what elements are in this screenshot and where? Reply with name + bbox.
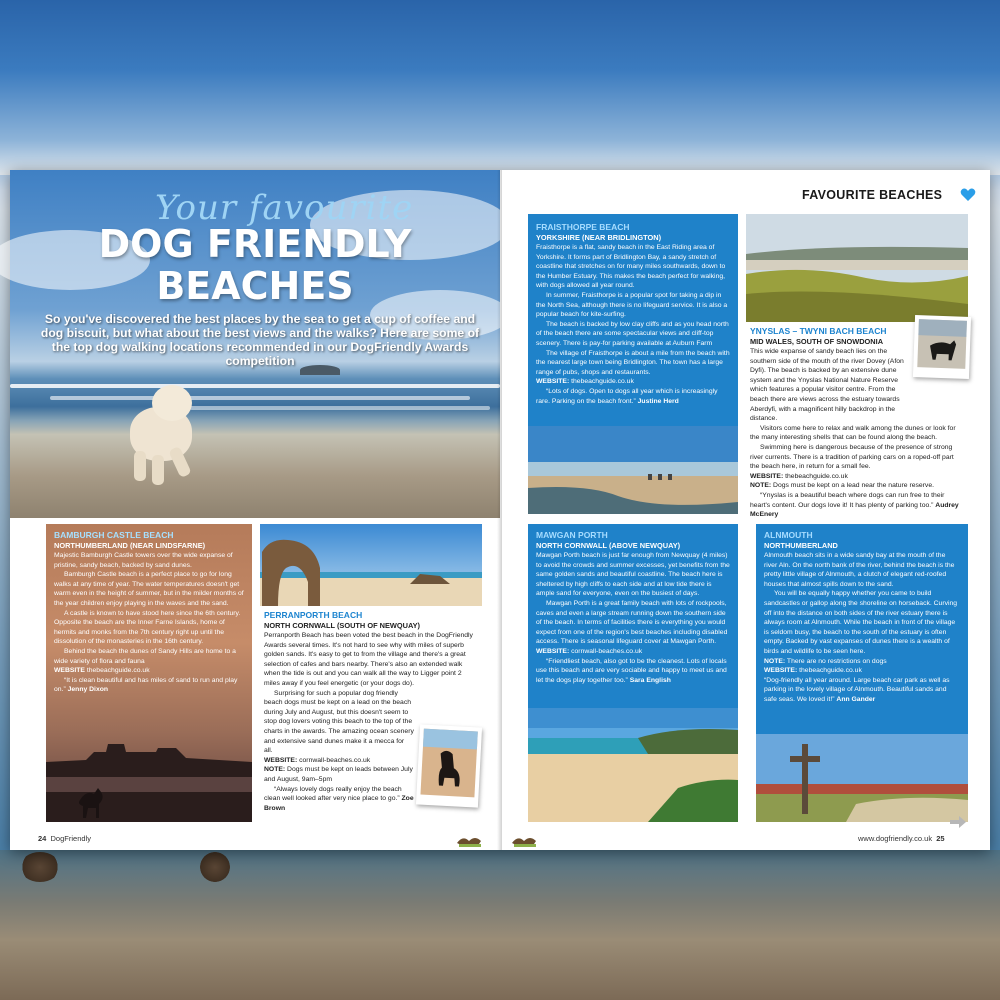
- article-title: BAMBURGH CASTLE BEACH: [54, 530, 174, 540]
- black-dog-on-beach-image: [420, 729, 477, 798]
- alnmouth-cross-image: [756, 734, 968, 822]
- article-body: This wide expanse of sandy beach lies on the southern side of the mouth of the river Dovey (Afon Dyfi). The beach is backed by an extensive dune system and the Ynyslas National Nature Reserve which features a popular visitor centre. From the beach there are views across the estuary towards Aberdyfi, with a magnificent hilly backdrop in the distance. Visitors come here to relax and walk among the dunes or look for the many interesting shells that can be found along the beach. Swimming here is dangerous because of the presence of strong river currents. There is a tradition of parking cars on a roped-off part the beach here, in return for a small fee. WEBSITE: thebeachguide.co.uk NOTE: Dogs must be kept on a lead near the nature reserve. “Ynyslas is a beautiful beach where dogs can run free to their heart's content. Our dogs love it! It has plenty of parking too.” Audrey McEnery: [750, 348, 959, 519]
- article-body: Mawgan Porth beach is just far enough from Newquay (4 miles) to avoid the crowds and summer excesses, yet benefits from the same golden sands and beautiful coastline. The beach here is sheltered by high cliffs to each side and at low tide there is ample sand for everyone, even on the busiest of days. Mawgan Porth is a great family beach with lots of rockpools, caves and even a large stream running down the southern side of the beach. In terms of facilities there is everything you would expect from one of the region's best beaches including disabled access. There is seasonal lifeguard cover at Mawgan Porth. WEBSITE: cornwall-beaches.co.uk “Friendliest beach, also got to be the cleanest. Lots of locals use this beach and are very sociable and happy to meet us and let the dogs play together too.” Sara English: [536, 552, 730, 684]
- background-splash: [200, 852, 230, 882]
- background-splash: [20, 852, 60, 882]
- right-page: [502, 170, 990, 850]
- left-page-number: 24: [38, 834, 47, 843]
- article-ynyslas: [746, 214, 968, 519]
- article-subtitle: NORTHUMBERLAND (NEAR LINDSFARNE): [54, 541, 206, 550]
- article-title: MAWGAN PORTH: [536, 530, 608, 540]
- polaroid-dog-photo: [416, 724, 482, 807]
- hero-photo: [10, 170, 500, 518]
- article-title: PERRANPORTH BEACH: [264, 610, 363, 620]
- article-body: Alnmouth beach sits in a wide sandy bay at the mouth of the river Aln. On the north bank of the river, behind the beach is the pretty little village of Alnmouth, a clutch of elegant red-roofed houses that almost spills down to the sand. You will be equally happy whether you came to build sandcastles or gallop along the shoreline on horseback. Curving off into the distance on both sides of the river estuary there is always room at Alnmouth. While the beach in front of the village is seldom busy, the beach to the south of the estuary is often empty. Backed by vast expanses of dunes there is a wealth of birds and wildlife to be seen here. NOTE: There are no restrictions on dogs WEBSITE: thebeachguide.co.uk “Dog-friendly all year around. Large beach car park as well as parking in the lovely village of Alnmouth. Beautiful sands and safe seas. We loved it!” Ann Gander: [764, 552, 958, 703]
- fraisthorpe-beach-image: [528, 426, 738, 514]
- dogfriendly-logo-icon: [510, 834, 540, 848]
- hero-intro: So you've discovered the best places by the sea to get a cup of coffee and dog biscuit, but what about the best views and the walks? Here are some of the top dog walking locations recommended in our DogFriendly Awards competition: [40, 312, 480, 368]
- article-body: Perranporth Beach has been voted the best beach in the DogFriendly Awards several times. It's not hard to see why with miles of superb golden sands. It's easy to get to from the village and there's a great selection of cafes and bars nearby. There's also an extended walk when the tide is out and you can walk all the way to Ligger point 2 miles away if you feel energetic (or your dogs do). Surprising for such a popular dog friendly beach dogs must be kept on a lead on the beach during July and August, but this doesn't seem to stop dog lovers voting this beach to the top of the charts in the awards. The amazing ocean scenery and extensive sand dunes make it a mecca for all. WEBSITE: cornwall-beaches.co.uk NOTE: Dogs must be kept on leads between July and August, 9am–5pm “Always lovely dogs really enjoy the beach clean well looked after very nice place to go.” Zoe Brown: [264, 632, 473, 812]
- left-brand: DogFriendly: [50, 834, 91, 843]
- hero-title-line2: BEACHES: [156, 264, 354, 308]
- article-mawgan-porth: [528, 524, 738, 822]
- hero-title-line1: DOG FRIENDLY: [98, 222, 412, 266]
- ynyslas-text: [750, 326, 964, 520]
- magazine-spread: [10, 170, 990, 850]
- article-bamburgh: [46, 524, 252, 822]
- article-subtitle: NORTH CORNWALL (SOUTH OF NEWQUAY): [264, 621, 421, 630]
- right-page-number: 25: [936, 834, 945, 843]
- left-footer: [38, 834, 91, 843]
- article-perranporth: [260, 524, 482, 836]
- article-title: ALNMOUTH: [764, 530, 813, 540]
- right-footer: [858, 834, 945, 843]
- article-subtitle: MID WALES, SOUTH OF SNOWDONIA: [750, 337, 884, 346]
- hero-script-title: Your favourite: [155, 188, 414, 228]
- perranporth-arch-rock-image: [260, 524, 482, 606]
- background-sky: [0, 0, 1000, 175]
- bamburgh-castle-silhouette-image: [46, 722, 252, 822]
- article-title: YNYSLAS – TWYNI BACH BEACH: [750, 326, 887, 336]
- background-beach: [0, 850, 1000, 1000]
- dogfriendly-logo-icon: [455, 834, 485, 848]
- article-fraisthorpe: [528, 214, 738, 514]
- article-subtitle: NORTH CORNWALL (ABOVE NEWQUAY): [536, 541, 681, 550]
- left-page: [10, 170, 500, 850]
- heart-icon: [960, 188, 976, 202]
- mawgan-porth-bay-image: [528, 708, 738, 822]
- article-alnmouth: [756, 524, 968, 822]
- article-body: Fraisthorpe is a flat, sandy beach in the East Riding area of Yorkshire. It forms part of Bridlington Bay, a sandy stretch of coastline that stretches on for many miles southwards, down to the Humber Estuary. This makes the beach perfect for walking, with dogs allowed all year round. In summer, Fraisthorpe is a popular spot for taking a dip in the North Sea, although there is no lifeguard service. It is also a popular beach for kite-surfing. The beach is backed by low clay cliffs and as you head north of the beach there are some spectacular views and cliff-top scenery. There is pay-for parking available at Auburn Farm The village of Fraisthorpe is about a mile from the beach with the nearest large town being Bridlington. The town has a large range of pubs, shops and restaurants. WEBSITE: thebeachguide.co.uk “Lots of dogs. Open to dogs all year which is increasingly rare. Parking on the beach front.” Justine Herd: [536, 244, 730, 405]
- right-url: www.dogfriendly.co.uk: [858, 834, 933, 843]
- arrow-right-icon: [950, 816, 966, 828]
- article-title: FRAISTHORPE BEACH: [536, 222, 630, 232]
- article-body: Majestic Bamburgh Castle towers over the wide expanse of pristine, sandy beach, backed by sand dunes. Bamburgh Castle beach is a perfect place to go for long walks at any time of year. The water temperatures doesn't get warm even in the height of summer, but in the milder months of the year children enjoy playing in the waves and the sand. A castle is known to have stood here since the 6th century. Opposite the beach are the Inner Farne Islands, home of hermits and monks from the 7th century right up until the dissolution of the monasteries in the 16th century. Behind the beach the dunes of Sandy Hills are home to a wide variety of flora and fauna WEBSITE thebeachguide.co.uk “It is clean beautiful and has miles of sand to run and play on.” Jenny Dixon: [54, 552, 244, 694]
- article-subtitle: NORTHUMBERLAND: [764, 541, 838, 550]
- running-dog-image: [122, 385, 200, 485]
- section-heading: FAVOURITE BEACHES: [802, 188, 943, 202]
- article-subtitle: YORKSHIRE (NEAR BRIDLINGTON): [536, 233, 662, 242]
- ynyslas-dunes-image: [746, 214, 968, 322]
